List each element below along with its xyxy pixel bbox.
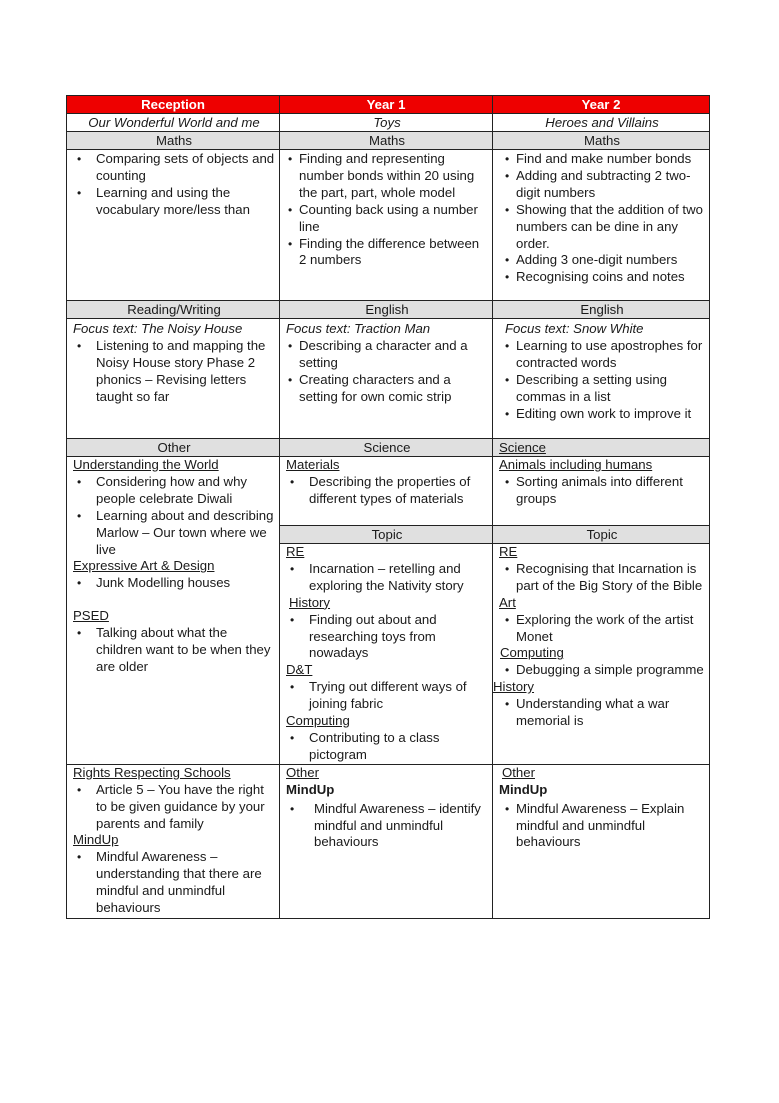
- list-item: • Learning and using the vocabulary more/less than: [73, 185, 275, 219]
- list-item: • Learning to use apostrophes for contracted words: [499, 338, 705, 372]
- theme-row: [67, 114, 710, 132]
- header-year1: Year 1: [280, 96, 493, 114]
- section-heading: RE: [286, 544, 305, 559]
- focus-text: Focus text: The Noisy House: [73, 321, 243, 336]
- section-heading: Other: [502, 764, 535, 780]
- topic-label: Topic: [493, 526, 710, 544]
- list-item: • Adding 3 one-digit numbers: [499, 252, 705, 269]
- maths-reception: [67, 150, 280, 301]
- section-heading: Rights Respecting Schools: [73, 764, 231, 780]
- english-content-row: [67, 319, 710, 439]
- final-year2: [493, 764, 710, 918]
- other-label-row: [67, 439, 710, 457]
- list-item: • Listening to and mapping the Noisy House story Phase 2 phonics – Revising letters taught so far: [73, 338, 275, 406]
- list-item: • Finding and representing number bonds within 20 using the part, part, whole model: [286, 151, 488, 202]
- maths-year1: [280, 150, 493, 301]
- maths-label: Maths: [280, 132, 493, 150]
- english-label: English: [493, 301, 710, 319]
- section-heading: Animals including humans: [499, 457, 653, 472]
- english-label: English: [280, 301, 493, 319]
- year-header-row: [67, 96, 710, 114]
- list-item: • Mindful Awareness – Explain mindful and unmindful behaviours: [499, 801, 705, 852]
- final-year1: [280, 764, 493, 918]
- section-heading: Art: [499, 594, 516, 610]
- science-label: Science: [280, 439, 493, 457]
- topic-label: Topic: [280, 526, 493, 544]
- topic-year1: [280, 544, 493, 765]
- theme-year2: Heroes and Villains: [493, 114, 710, 132]
- section-heading: Understanding the World: [73, 457, 219, 472]
- maths-label: Maths: [493, 132, 710, 150]
- list-item: • Comparing sets of objects and counting: [73, 151, 275, 185]
- other-label: Other: [67, 439, 280, 457]
- theme-reception: Our Wonderful World and me: [67, 114, 280, 132]
- list-item: • Creating characters and a setting for own comic strip: [286, 372, 488, 406]
- curriculum-overview: [66, 95, 709, 919]
- list-item: • Article 5 – You have the right to be given guidance by your parents and family: [73, 782, 275, 833]
- maths-year2: [493, 150, 710, 301]
- list-item: • Understanding what a war memorial is: [499, 696, 705, 730]
- section-heading: Computing: [286, 713, 350, 729]
- section-heading: MindUp: [73, 832, 119, 848]
- list-item: • Finding the difference between 2 numbers: [286, 236, 488, 270]
- section-heading: Other: [286, 764, 319, 780]
- list-item: • Adding and subtracting 2 two-digit numbers: [499, 168, 705, 202]
- focus-text: Focus text: Traction Man: [286, 321, 431, 336]
- other-reception: [67, 457, 280, 765]
- list-item: • Describing the properties of different types of materials: [286, 474, 488, 508]
- topic-year2: [493, 544, 710, 765]
- list-item: • Counting back using a number line: [286, 202, 488, 236]
- list-item: • Recognising coins and notes: [499, 269, 705, 286]
- list-item: • Exploring the work of the artist Monet: [499, 612, 705, 646]
- list-item: • Mindful Awareness – identify mindful and unmindful behaviours: [286, 801, 488, 852]
- english-label-row: [67, 301, 710, 319]
- section-heading: D&T: [286, 662, 313, 678]
- reading-writing-label: Reading/Writing: [67, 301, 280, 319]
- focus-text: Focus text: Snow White: [505, 321, 644, 336]
- list-item: • Recognising that Incarnation is part of the Big Story of the Bible: [499, 561, 705, 595]
- list-item: • Mindful Awareness – understanding that there are mindful and unmindful behaviours: [73, 849, 275, 917]
- section-heading: RE: [499, 544, 518, 559]
- section-heading: History: [493, 679, 535, 695]
- list-item: • Contributing to a class pictogram: [286, 730, 488, 764]
- theme-year1: Toys: [280, 114, 493, 132]
- list-item: • Debugging a simple programme: [499, 662, 705, 679]
- section-heading: MindUp: [499, 781, 548, 797]
- science-year1: [280, 457, 493, 526]
- list-item: • Trying out different ways of joining fabric: [286, 679, 488, 713]
- science-year2: [493, 457, 710, 526]
- list-item: • Sorting animals into different groups: [499, 474, 705, 508]
- final-content-row: [67, 764, 710, 918]
- section-heading: PSED: [73, 608, 109, 624]
- english-year1: [280, 319, 493, 439]
- curriculum-table: [66, 95, 710, 919]
- list-item: • Find and make number bonds: [499, 151, 705, 168]
- science-label: Science: [493, 439, 710, 457]
- list-item: • Showing that the addition of two numbers can be dine in any order.: [499, 202, 705, 253]
- english-year2: [493, 319, 710, 439]
- science-content-row: [67, 457, 710, 526]
- header-reception: Reception: [67, 96, 280, 114]
- section-heading: Computing: [500, 645, 564, 661]
- section-heading: Expressive Art & Design: [73, 558, 215, 574]
- list-item: • Junk Modelling houses: [73, 575, 275, 592]
- list-item: • Learning about and describing Marlow – Our town where we live: [73, 508, 275, 559]
- list-item: • Editing own work to improve it: [499, 406, 705, 423]
- list-item: • Incarnation – retelling and exploring the Nativity story: [286, 561, 488, 595]
- list-item: • Finding out about and researching toys from nowadays: [286, 612, 488, 663]
- maths-label-row: [67, 132, 710, 150]
- english-reception: [67, 319, 280, 439]
- header-year2: Year 2: [493, 96, 710, 114]
- section-heading: History: [289, 594, 331, 610]
- section-heading: MindUp: [286, 781, 335, 797]
- list-item: • Describing a character and a setting: [286, 338, 488, 372]
- list-item: • Considering how and why people celebrate Diwali: [73, 474, 275, 508]
- maths-label: Maths: [67, 132, 280, 150]
- list-item: • Talking about what the children want to be when they are older: [73, 625, 275, 676]
- final-reception: [67, 764, 280, 918]
- list-item: • Describing a setting using commas in a list: [499, 372, 705, 406]
- section-heading: Materials: [286, 457, 340, 472]
- maths-content-row: [67, 150, 710, 301]
